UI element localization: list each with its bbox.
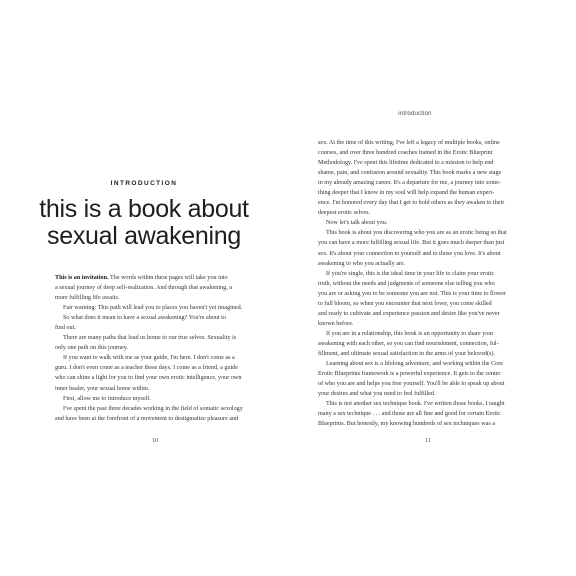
body-line: ence. I'm honored every day that I get to hold others as they awaken to their — [318, 200, 505, 207]
chapter-title-line-2: sexual awakening — [47, 222, 241, 250]
body-line: sex. At the time of this writing, I've left a legacy of multiple books, online — [318, 140, 500, 146]
body-line: known before. — [318, 320, 354, 327]
body-line: So what does it mean to have a sexual awakening? You're about to — [63, 315, 226, 322]
body-line: First, allow me to introduce myself. — [63, 395, 151, 402]
body-line: and have been at the forefront of a movement to destigmatize pleasure and — [55, 415, 239, 422]
body-line: If you are in a relationship, this book is an opportunity to share your — [326, 330, 494, 337]
body-line: truth, without the needs and judgments of someone else telling you who — [318, 280, 495, 287]
chapter-title — [30, 196, 258, 250]
page-number-right: 11 — [425, 438, 431, 444]
body-line: If you want to walk with me as your guide, I'm here. I don't come as a — [63, 355, 235, 362]
body-line: courses, and over three hundred coaches trained in the Erotic Blueprint — [318, 150, 493, 157]
body-line: Now let's talk about you. — [326, 220, 388, 227]
body-line: There are many paths that lead us home to our true selves. Sexuality is — [63, 335, 237, 342]
body-line: Learning about sex is a lifelong adventure, and working within the Core — [326, 361, 504, 368]
body-line: fillment, and ultimate sexual satisfaction in the arms of your beloved(s). — [318, 350, 496, 357]
body-line-text: The words within these pages will take you into — [108, 275, 228, 281]
body-line: awakening with each other, so you can find nourishment, connection, ful- — [318, 340, 499, 347]
body-line: guru. I don't even come as a teacher these days. I come as a friend, a guide — [55, 365, 239, 372]
body-line: in my already amazing career. It's a departure for me, a journey into some- — [318, 180, 502, 187]
body-line: who can shine a light for you to find your own erotic intelligence, your own — [55, 375, 242, 382]
right-body-text — [318, 138, 518, 429]
body-line — [55, 273, 255, 283]
body-line: you are or asking you to be someone you are not. This is your time to flower — [318, 290, 506, 297]
body-line: only one path on this journey. — [55, 345, 128, 352]
body-line: I've spent the past three decades working in the field of somatic sexology — [63, 405, 243, 412]
chapter-title-line-1: this is a book about — [39, 195, 249, 223]
body-line: Fair warning: This path will lead you to places you haven't yet imagined. — [63, 305, 243, 312]
body-line: Blueprints. But honestly, my knowing hundreds of sex techniques was a — [318, 421, 495, 428]
body-line: you can have a more fulfilling sexual life. But it goes much deeper than just — [318, 240, 505, 247]
body-line: This is not another sex technique book. I've written those books. I taught — [326, 401, 505, 408]
body-line: If you're single, this is the ideal time in your life to claim your erotic — [326, 270, 495, 277]
body-line: shame, pain, and confusion around sexuality. This book marks a new stage — [318, 170, 502, 177]
lead-in: This is an invitation. — [55, 275, 109, 281]
body-line: inner healer, your sexual home within. — [55, 385, 150, 392]
page-number-left: 10 — [152, 438, 158, 444]
body-line: This book is about you discovering who you are as an erotic being so that — [326, 230, 507, 237]
body-line: your desires and what you need to feel fulfilled. — [318, 391, 436, 398]
body-line: many a sex technique . . . and those are all fine and good for certain Erotic — [318, 411, 501, 418]
left-body-text — [55, 273, 255, 424]
body-line: more fulfilling life awaits. — [55, 295, 120, 302]
body-line: find out. — [55, 325, 76, 332]
body-line: Erotic Blueprints framework is a powerful experience. It gets to the center — [318, 371, 501, 378]
body-line: deepest erotic selves. — [318, 210, 371, 217]
chapter-label: INTRODUCTION — [110, 180, 178, 187]
body-line: to full bloom, so when you encounter that next lover, you come skilled — [318, 300, 492, 307]
body-line: sex. It's about your connection to yourself and to those you love. It's about — [318, 250, 501, 257]
running-head: introduction — [398, 111, 432, 117]
body-line: Methodology. I've spent this lifetime dedicated to a mission to help end — [318, 160, 494, 167]
body-line: of who you are and helps you free yourself. You'll be able to speak up about — [318, 381, 505, 388]
body-line: thing deeper that I know in my soul will help expand the human experi- — [318, 190, 495, 197]
body-line: a sexual journey of deep self-realization. And through that awakening, a — [55, 285, 232, 292]
body-line: awakening to who you actually are. — [318, 260, 406, 267]
body-line: and ready to cultivate and experience passion and desire like you've never — [318, 310, 500, 317]
